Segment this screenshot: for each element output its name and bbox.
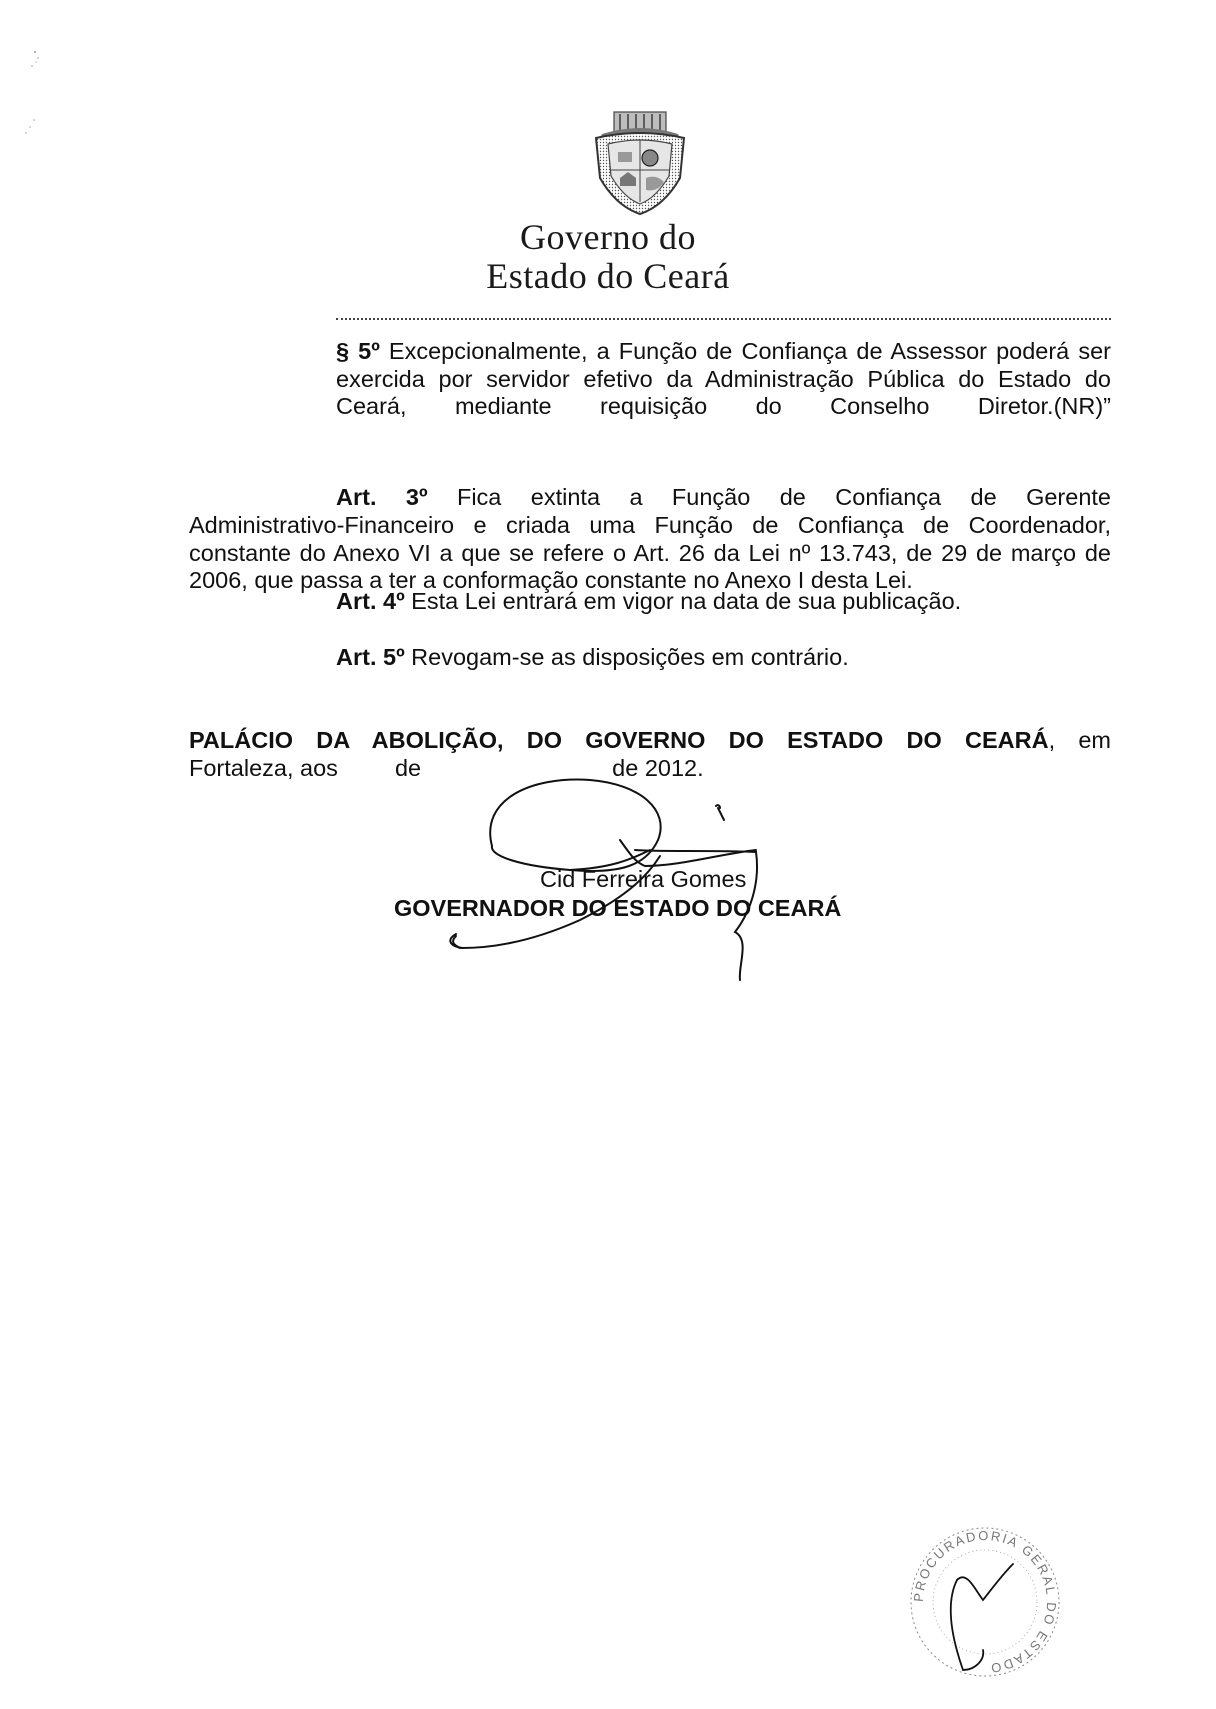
signatory-role: GOVERNADOR DO ESTADO DO CEARÁ (394, 895, 842, 921)
closing-de1: de (394, 755, 422, 781)
paragraph-5-label: § 5º (336, 338, 380, 364)
dotted-separator (336, 318, 1111, 322)
signatory-name: Cid Ferreira Gomes (540, 866, 747, 892)
article-3-first-text: Fica extinta a Função de Confiança de Gerente (427, 484, 1111, 510)
article-4-label: Art. 4º (336, 588, 405, 614)
ceara-coat-of-arms-icon (584, 108, 696, 218)
closing-em: , em (1048, 727, 1111, 753)
article-3-label: Art. 3º (336, 484, 428, 510)
article-4-text: Esta Lei entrará em vigor na data de sua publicação. (404, 588, 962, 614)
header-title-line2: Estado do Ceará (486, 256, 730, 296)
paragraph-5-text: Excepcionalmente, a Função de Confiança de Assessor poderá ser exercida por servidor efetivo da Administração Pública do Estado do Ceará, mediante requisição do Conselho Diretor.(NR)” (336, 338, 1111, 419)
header-title-line1: Governo do (520, 217, 696, 257)
closing-palace-line (189, 727, 1111, 755)
stamp-text: PROCURADORIA GERAL DO ESTADO (910, 1527, 1060, 1677)
closing-city: Fortaleza, aos (189, 755, 338, 781)
article-5-text: Revogam-se as disposições em contrário. (404, 644, 849, 670)
closing-de2: de 2012. (612, 755, 704, 781)
rubric-stamp-icon (905, 1520, 1065, 1685)
handwritten-signature-icon (420, 770, 880, 990)
article-5 (336, 644, 1111, 672)
closing-palace: PALÁCIO DA ABOLIÇÃO, DO GOVERNO DO ESTADO DO CEARÁ (189, 727, 1049, 753)
article-3-first-line (336, 484, 1111, 512)
paragraph-5 (336, 338, 1111, 421)
scan-specks (0, 0, 60, 160)
article-4 (336, 588, 1111, 616)
article-5-label: Art. 5º (336, 644, 405, 670)
article-3-rest: Administrativo-Financeiro e criada uma Função de Confiança de Coordenador, constante do Anexo VI a que se refere o Art. 26 da Lei nº 13.743, de 29 de março de 2006, que passa a ter a conformação constante no Anexo I desta Lei. (189, 512, 1111, 593)
